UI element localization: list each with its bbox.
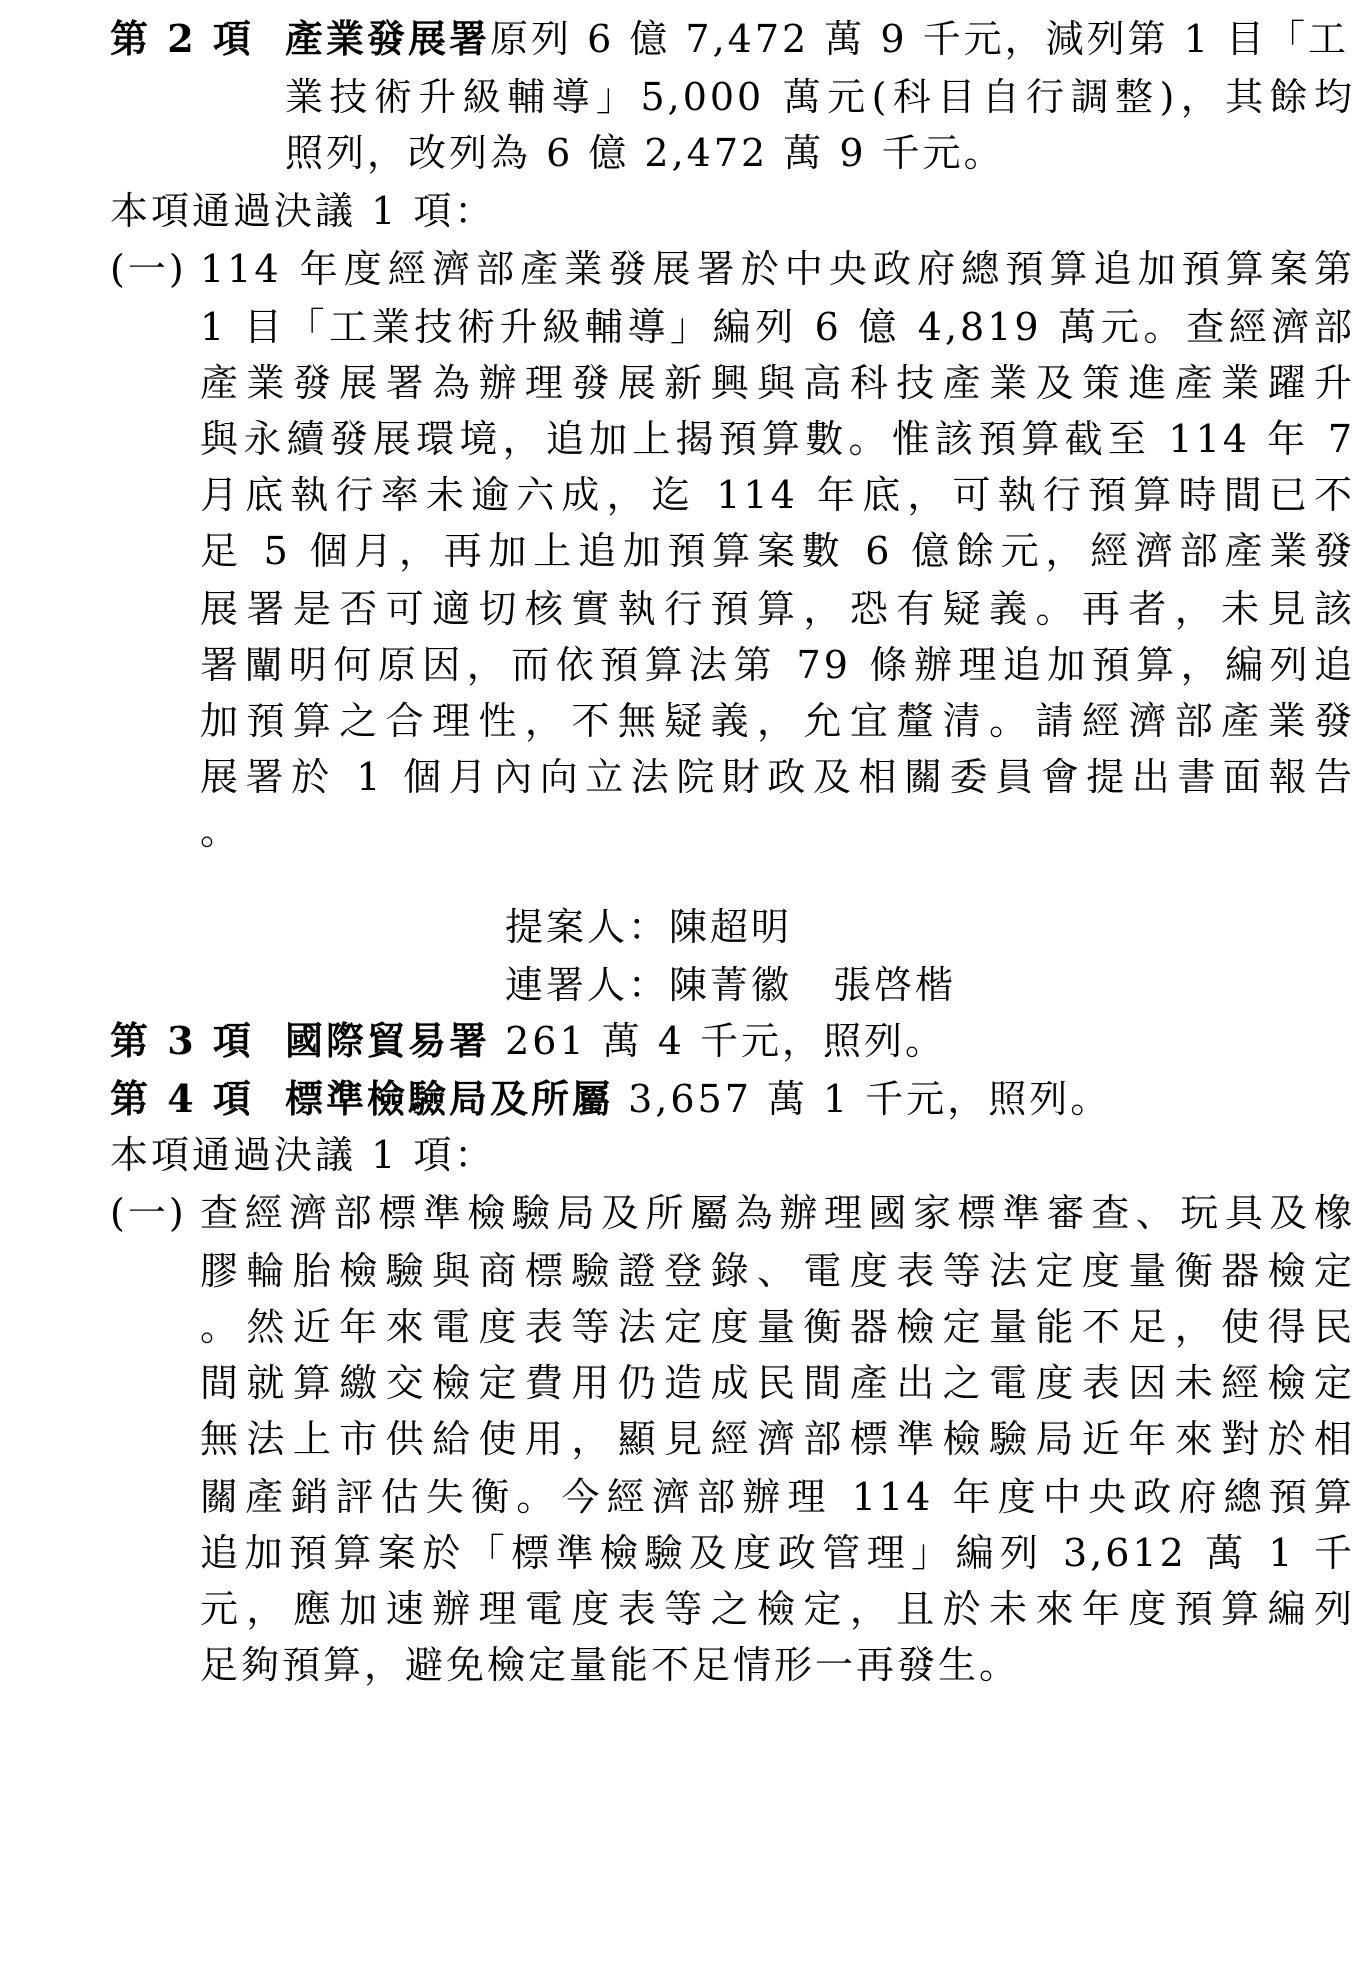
item4-resolution-number: (一) (110, 1191, 187, 1235)
item4-res-line-4: 間就算繳交檢定費用仍造成民間產出之電度表因未經檢定 (200, 1361, 1355, 1405)
item4-text: 3,657 萬 1 千元，照列。 (613, 1077, 1112, 1121)
item4-res-line-2: 膠輪胎檢驗與商標驗證登錄、電度表等法定度量衡器檢定 (200, 1249, 1355, 1293)
item2-res-line-2: 1 目「工業技術升級輔導」編列 6 億 4,819 萬元。查經濟部 (200, 305, 1355, 349)
item2-resolution-number: (一) (110, 247, 187, 291)
item4-res-line-8: 元，應加速辦理電度表等之檢定，且於未來年度預算編列 (200, 1587, 1355, 1631)
item2-res-line-7: 展署是否可適切核實執行預算，恐有疑義。再者，未見該 (200, 587, 1355, 631)
item2-res-line-4: 與永續發展環境，追加上揭預算數。惟該預算截至 114 年 7 (200, 417, 1355, 461)
item4-res-line-6: 關產銷評估失衡。今經濟部辦理 114 年度中央政府總預算 (200, 1475, 1355, 1519)
item4-label: 第 4 項 (110, 1076, 254, 1121)
item2-line-3: 照列，改列為 6 億 2,472 萬 9 千元。 (285, 131, 1005, 175)
item4-res-line-7: 追加預算案於「標準檢驗及度政管理」編列 3,612 萬 1 千 (200, 1531, 1355, 1575)
proposer: 提案人：陳超明 (505, 905, 793, 949)
item2-line-1 (285, 14, 1355, 64)
item2-label: 第 2 項 (110, 16, 254, 61)
item4-resolution-intro: 本項通過決議 1 項： (110, 1133, 496, 1177)
item2-res-line-10: 展署於 1 個月內向立法院財政及相關委員會提出書面報告 (200, 755, 1355, 799)
item4-title: 標準檢驗局及所屬 (285, 1076, 614, 1121)
item2-res-line-6: 足 5 個月，再加上追加預算案數 6 億餘元，經濟部產業發 (200, 529, 1355, 573)
item3-line (285, 1016, 1355, 1066)
item2-res-line-3: 產業發展署為辦理發展新興與高科技產業及策進產業躍升 (200, 361, 1355, 405)
cosigners: 連署人：陳菁徽 張啓楷 (505, 963, 957, 1007)
item4-line (285, 1074, 1355, 1124)
item2-res-line-8: 署闡明何原因，而依預算法第 79 條辦理追加預算，編列追 (200, 643, 1355, 687)
item4-res-line-9: 足夠預算，避免檢定量能不足情形一再發生。 (200, 1643, 1021, 1687)
item3-text: 261 萬 4 千元，照列。 (490, 1019, 947, 1063)
item2-res-line-11: 。 (200, 809, 242, 853)
item2-res-line-1: 114 年度經濟部產業發展署於中央政府總預算追加預算案第 (200, 247, 1355, 291)
item4-res-line-5: 無法上市供給使用，顯見經濟部標準檢驗局近年來對於相 (200, 1417, 1355, 1461)
item3-title: 國際貿易署 (285, 1018, 491, 1063)
item2-line-2: 業技術升級輔導」5,000 萬元(科目自行調整)，其餘均 (285, 75, 1355, 119)
item2-resolution-intro: 本項通過決議 1 項： (110, 189, 496, 233)
item2-title: 產業發展署 (285, 16, 491, 61)
item2-res-line-5: 月底執行率未逾六成，迄 114 年底，可執行預算時間已不 (200, 473, 1355, 517)
item4-res-line-1: 查經濟部標準檢驗局及所屬為辦理國家標準審查、玩具及橡 (200, 1191, 1355, 1235)
item2-text-1: 原列 6 億 7,472 萬 9 千元，減列第 1 目「工 (490, 17, 1349, 61)
item2-res-line-9: 加預算之合理性，不無疑義，允宜釐清。請經濟部產業發 (200, 699, 1355, 743)
item4-res-line-3: 。然近年來電度表等法定度量衡器檢定量能不足，使得民 (200, 1305, 1355, 1349)
item3-label: 第 3 項 (110, 1018, 254, 1063)
